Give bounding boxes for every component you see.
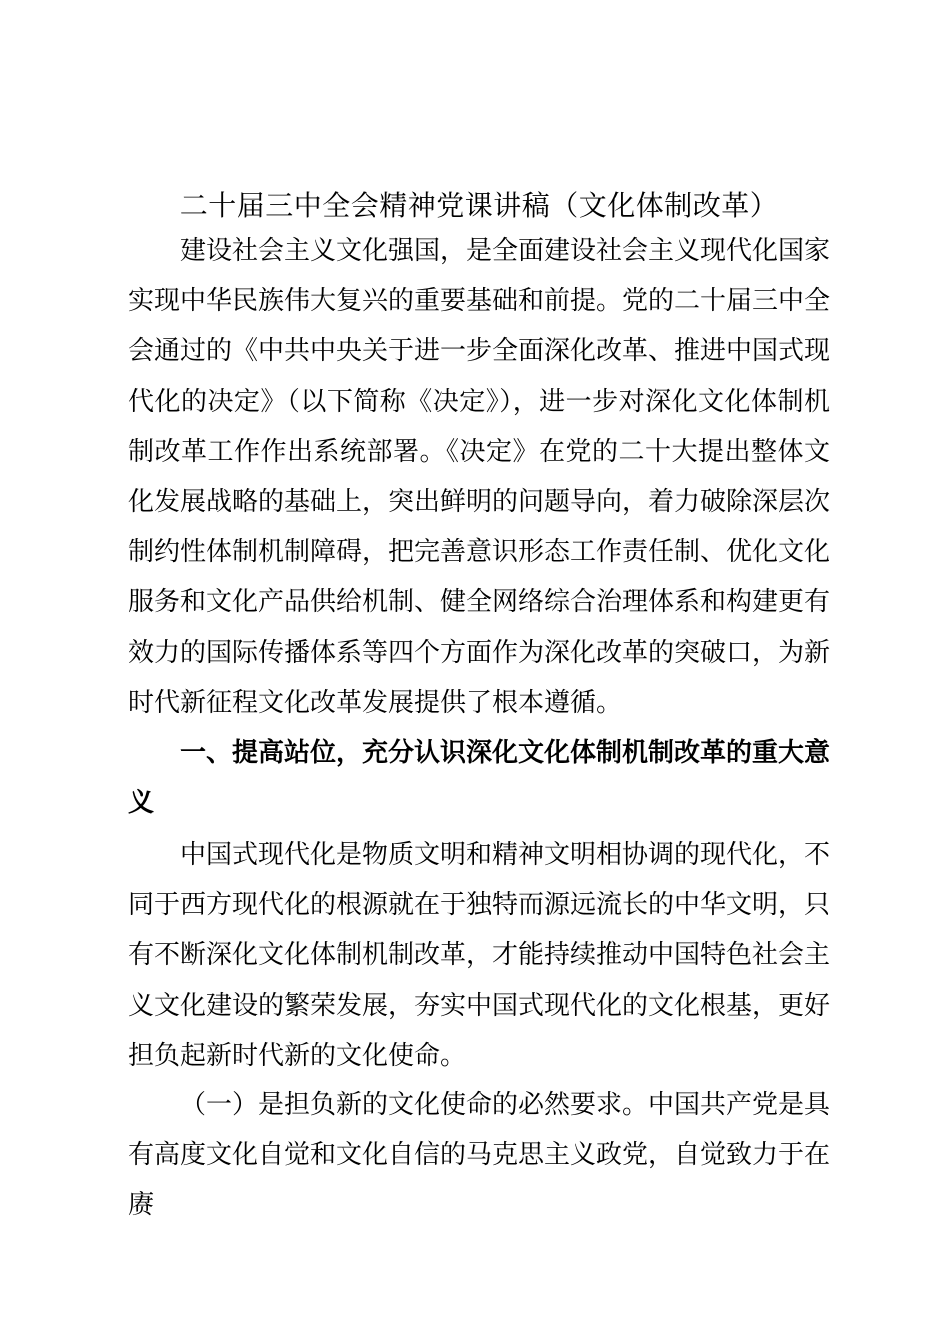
- paragraph-section-1: 中国式现代化是物质文明和精神文明相协调的现代化，不同于西方现代化的根源就在于独特而源远流长的中华文明，只有不断深化文化体制机制改革，才能持续推动中国特色社会主义文化建设的繁荣发展，夯实中国式现代化的文化根基，更好担负起新时代新的文化使命。: [128, 840, 831, 1071]
- document-title: 二十届三中全会精神党课讲稿（文化体制改革）: [179, 189, 779, 222]
- section-heading-1: 一、提高站位，充分认识深化文化体制机制改革的重大意义: [128, 738, 831, 819]
- paragraph-intro: 建设社会主义文化强国，是全面建设社会主义现代化国家实现中华民族伟大复兴的重要基础和前提。党的二十届三中全会通过的《中共中央关于进一步全面深化改革、推进中国式现代化的决定》（以下简称《决定》），进一步对深化文化体制机制改革工作作出系统部署。《决定》在党的二十大提出整体文化发展战略的基础上，突出鲜明的问题导向，着力破除深层次制约性体制机制障碍，把完善意识形态工作责任制、优化文化服务和文化产品供给机制、健全网络综合治理体系和构建更有效力的国际传播体系等四个方面作为深化改革的突破口，为新时代新征程文化改革发展提供了根本遵循。: [128, 236, 831, 718]
- paragraph-subsection-1: （一）是担负新的文化使命的必然要求。中国共产党是具有高度文化自觉和文化自信的马克思主义政党，自觉致力于在赓: [128, 1090, 831, 1221]
